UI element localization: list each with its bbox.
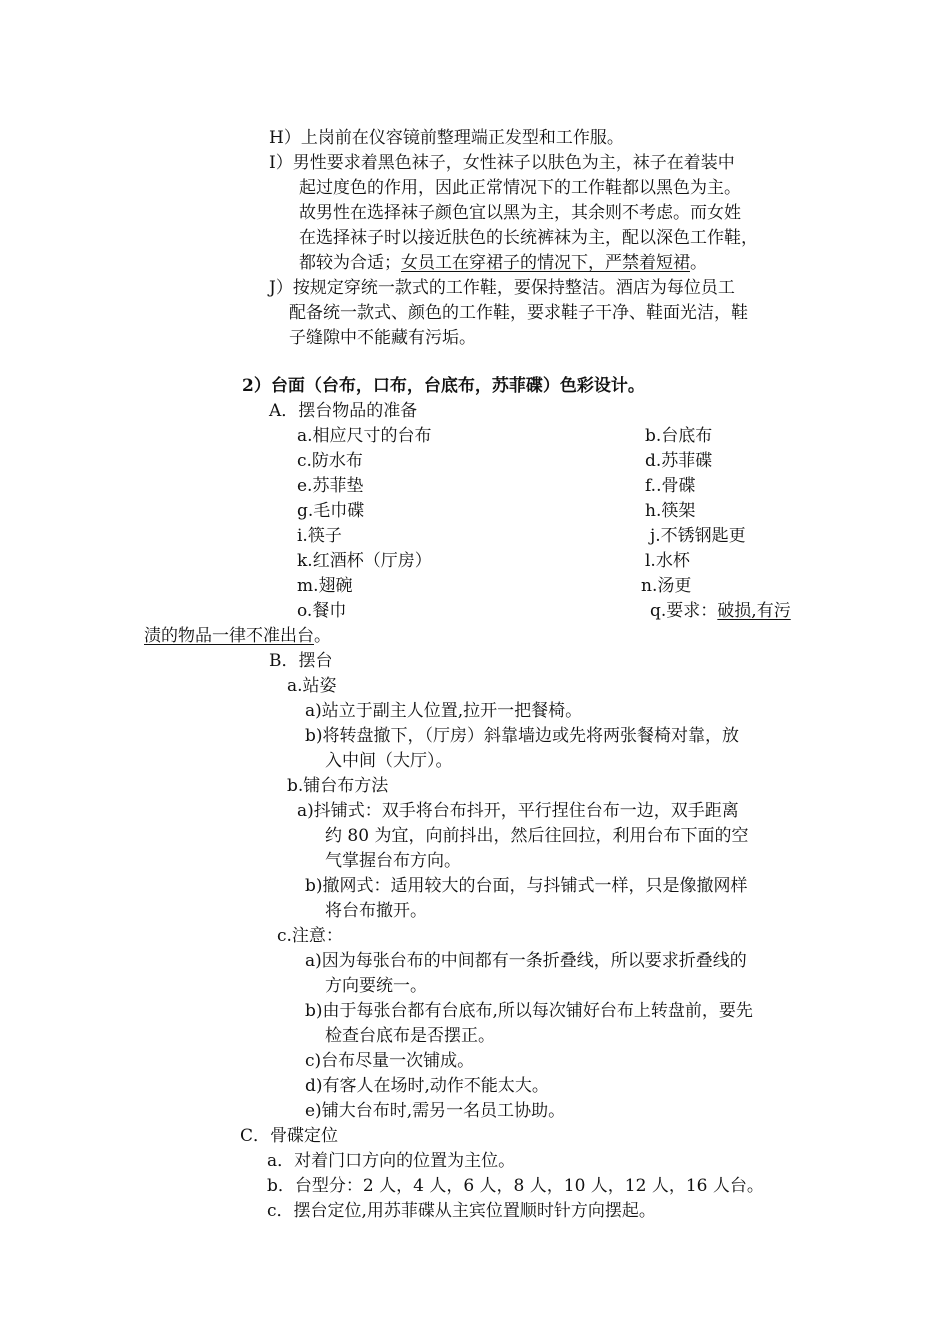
underlined-rule: 渍的物品一律不准出台 <box>144 626 314 646</box>
item-h: H）上岗前在仪容镜前整理端正发型和工作服。 <box>269 128 624 148</box>
b-c-item: a)因为每张台布的中间都有一条折叠线，所以要求折叠线的 <box>305 951 747 971</box>
c-item: c．摆台定位,用苏菲碟从主宾位置顺时针方向摆起。 <box>267 1201 656 1221</box>
item-i-line-1: I）男性要求着黑色袜子，女性袜子以肤色为主，袜子在着装中 <box>269 153 735 173</box>
b-a-item: b)将转盘撤下，（厅房）斜靠墙边或先将两张餐椅对靠，放 <box>305 726 740 746</box>
b-c-item-cont: 检查台底布是否摆正。 <box>325 1026 495 1046</box>
b-a-item: a)站立于副主人位置,拉开一把餐椅。 <box>305 701 583 721</box>
supply-requirement: q.要求：破损,有污 <box>650 601 791 621</box>
supply-item: c.防水布 <box>297 451 363 471</box>
b-a-item-cont: 入中间（大厅）。 <box>325 751 453 771</box>
subsection-c-title: C．骨碟定位 <box>240 1126 339 1146</box>
b-c-item: d)有客人在场时,动作不能太大。 <box>305 1076 549 1096</box>
b-b-item-cont: 将台布撤开。 <box>325 901 427 921</box>
b-b-item-cont: 气掌握台布方向。 <box>325 851 461 871</box>
b-c-title: c.注意： <box>277 926 343 946</box>
item-i-line-3: 故男性在选择袜子颜色宜以黑为主，其余则不考虑。而女姓 <box>299 203 741 223</box>
underlined-rule: 破损,有污 <box>717 601 791 621</box>
item-i-line-4: 在选择袜子时以接近肤色的长统裤袜为主，配以深色工作鞋， <box>299 228 758 248</box>
supply-item: m.翅碗 <box>297 576 353 596</box>
supply-item: j.不锈钢匙更 <box>650 526 746 546</box>
supply-item: d.苏菲碟 <box>645 451 713 471</box>
section-heading: 2）台面（台布，口布，台底布，苏菲碟）色彩设计。 <box>242 376 645 396</box>
supply-requirement-cont: 渍的物品一律不准出台。 <box>144 626 331 646</box>
b-c-item: e)铺大台布时,需另一名员工协助。 <box>305 1101 566 1121</box>
item-i-line-2: 起过度色的作用，因此正常情况下的工作鞋都以黑色为主。 <box>299 178 741 198</box>
subsection-b-title: B．摆台 <box>269 651 333 671</box>
supply-item: l.水杯 <box>645 551 690 571</box>
supply-item: f..骨碟 <box>645 476 696 496</box>
supply-item: b.台底布 <box>645 426 713 446</box>
c-item: b．台型分：2 人，4 人，6 人，8 人，10 人，12 人，16 人台。 <box>267 1176 764 1196</box>
b-a-title: a.站姿 <box>287 676 337 696</box>
b-b-item: b)撤网式：适用较大的台面，与抖铺式一样，只是像撤网样 <box>305 876 748 896</box>
subsection-a-title: A．摆台物品的准备 <box>269 401 418 421</box>
item-i-line-5: 都较为合适；女员工在穿裙子的情况下，严禁着短裙。 <box>299 253 707 273</box>
underlined-rule: 女员工在穿裙子的情况下，严禁着短裙 <box>401 253 690 273</box>
supply-item: i.筷子 <box>297 526 342 546</box>
b-c-item-cont: 方向要统一。 <box>325 976 427 996</box>
supply-item: a.相应尺寸的台布 <box>297 426 432 446</box>
b-b-item-cont: 约 80 为宜，向前抖出，然后往回拉，利用台布下面的空 <box>325 826 749 846</box>
item-j-line-2: 配备统一款式、颜色的工作鞋，要求鞋子干净、鞋面光洁，鞋 <box>289 303 748 323</box>
supply-item: e.苏菲垫 <box>297 476 364 496</box>
supply-item: o.餐巾 <box>297 601 347 621</box>
b-b-item: a)抖铺式：双手将台布抖开，平行捏住台布一边，双手距离 <box>297 801 739 821</box>
item-j-line-3: 子缝隙中不能藏有污垢。 <box>289 328 476 348</box>
supply-item: k.红酒杯（厅房） <box>297 551 432 571</box>
b-b-title: b.铺台布方法 <box>287 776 389 796</box>
c-item: a．对着门口方向的位置为主位。 <box>267 1151 516 1171</box>
b-c-item: b)由于每张台都有台底布,所以每次铺好台布上转盘前，要先 <box>305 1001 753 1021</box>
item-j-line-1: J）按规定穿统一款式的工作鞋，要保持整洁。酒店为每位员工 <box>269 278 735 298</box>
supply-item: g.毛巾碟 <box>297 501 365 521</box>
b-c-item: c)台布尽量一次铺成。 <box>305 1051 475 1071</box>
supply-item: n.汤更 <box>641 576 692 596</box>
supply-item: h.筷架 <box>645 501 696 521</box>
